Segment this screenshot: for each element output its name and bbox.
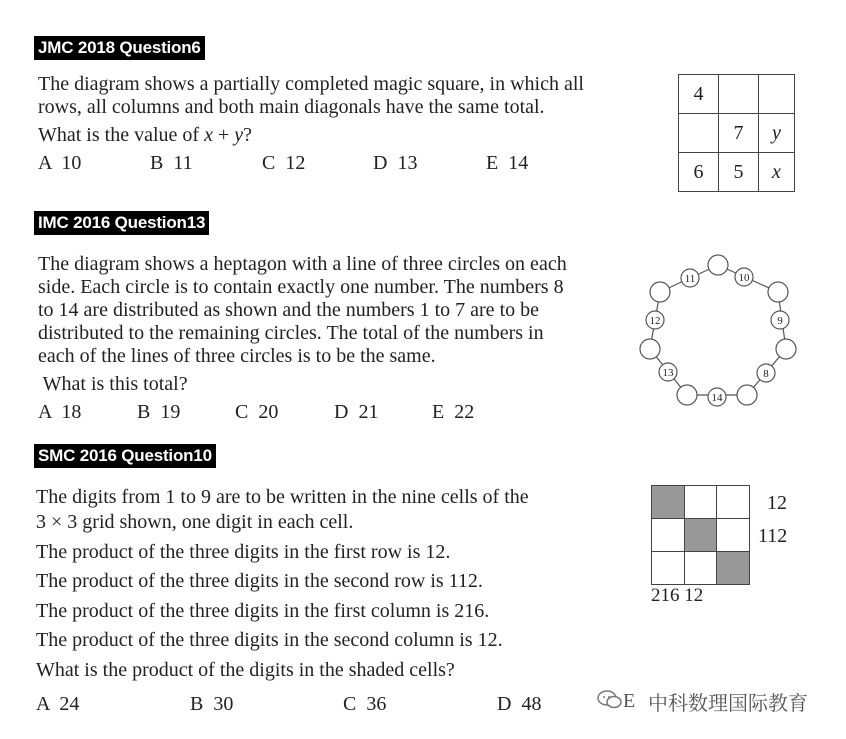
magic-cell: 6: [679, 153, 719, 192]
grid-cell-shaded: [684, 519, 717, 552]
wechat-icon: [596, 689, 624, 711]
q3-option-d: D 48: [497, 693, 542, 715]
circle-label: 10: [738, 272, 750, 284]
q1-option-b: B 11: [150, 152, 193, 174]
magic-cell: 7: [719, 114, 759, 153]
blank-circle: [776, 339, 796, 359]
grid-cell-shaded: [717, 552, 750, 585]
q3-option-a: A 24: [36, 693, 80, 715]
q2-option-b: B 19: [137, 401, 181, 423]
circle-label: 9: [777, 315, 783, 327]
circle-label: 11: [684, 273, 696, 285]
q1-option-d: D 13: [373, 152, 418, 174]
blank-circle: [640, 339, 660, 359]
magic-cell: 5: [719, 153, 759, 192]
grid-cell: [684, 552, 717, 585]
blank-circle: [677, 385, 697, 405]
grid-cell: [652, 519, 685, 552]
q3-text-line-6: The product of the three digits in the second column is 12.: [36, 629, 503, 651]
blank-circle: [737, 385, 757, 405]
row-product-1: 12: [767, 492, 787, 514]
magic-cell: 4: [679, 75, 719, 114]
watermark-partial-text: E: [623, 690, 636, 712]
magic-cell: [759, 75, 795, 114]
q2-text-line-4: distributed to the remaining circles. The total of the numbers in: [38, 322, 544, 344]
grid-cell-shaded: [652, 486, 685, 519]
q1-question-post: ?: [243, 124, 253, 146]
q2-option-e: E 22: [432, 401, 475, 423]
circle-label: 13: [662, 367, 674, 379]
section-tag-imc: IMC 2016 Question13: [34, 211, 209, 235]
blank-circle: [708, 255, 728, 275]
magic-cell: y: [759, 114, 795, 153]
q1-question: [38, 124, 252, 146]
circle-label: 8: [763, 368, 769, 380]
q1-option-e: E 14: [486, 152, 529, 174]
q1-question-pre: What is the value of: [38, 124, 205, 146]
grid-cell: [684, 486, 717, 519]
q1-text-line-2: rows, all columns and both main diagonals have the same total.: [38, 96, 545, 118]
watermark-text: 中科数理国际教育: [648, 691, 808, 715]
q1-text-line-1: The diagram shows a partially completed magic square, in which all: [38, 73, 584, 95]
magic-cell: x: [759, 153, 795, 192]
q3-text-line-1: The digits from 1 to 9 are to be written in the nine cells of the: [36, 486, 529, 508]
q1-var-x: x: [204, 124, 213, 146]
q1-var-y: y: [234, 124, 244, 146]
magic-cell: [679, 114, 719, 153]
row-product-2: 112: [758, 525, 788, 547]
q1-option-a: A 10: [38, 152, 82, 174]
q2-option-d: D 21: [334, 401, 379, 423]
grid-cell: [652, 552, 685, 585]
q3-question: What is the product of the digits in the shaded cells?: [36, 659, 455, 681]
q1-option-c: C 12: [262, 152, 306, 174]
q2-option-c: C 20: [235, 401, 279, 423]
q3-text-line-3: The product of the three digits in the first row is 12.: [36, 541, 451, 563]
q2-text-line-3: to 14 are distributed as shown and the numbers 1 to 7 are to be: [38, 299, 539, 321]
q3-option-b: B 30: [190, 693, 234, 715]
q2-question: What is this total?: [38, 373, 188, 395]
q3-text-line-5: The product of the three digits in the first column is 216.: [36, 600, 490, 622]
q2-text-line-5: each of the lines of three circles is to be the same.: [38, 345, 436, 367]
heptagon-diagram: [630, 250, 806, 410]
q2-text-line-1: The diagram shows a heptagon with a line of three circles on each: [38, 253, 567, 275]
circle-label: 12: [649, 315, 661, 327]
magic-square: [678, 74, 795, 192]
q1-question-plus: +: [212, 124, 235, 146]
grid-cell: [717, 486, 750, 519]
product-grid: [651, 485, 750, 585]
q2-option-a: A 18: [38, 401, 82, 423]
grid-cell: [717, 519, 750, 552]
q3-option-c: C 36: [343, 693, 387, 715]
q3-text-line-4: The product of the three digits in the second row is 112.: [36, 570, 483, 592]
q3-text-line-2: 3 × 3 grid shown, one digit in each cell.: [36, 511, 354, 533]
column-products: 216 12: [651, 585, 704, 606]
q2-text-line-2: side. Each circle is to contain exactly one number. The numbers 8: [38, 276, 564, 298]
circle-label: 14: [711, 392, 723, 404]
blank-circle: [650, 282, 670, 302]
section-tag-smc: SMC 2016 Question10: [34, 444, 216, 468]
magic-cell: [719, 75, 759, 114]
blank-circle: [768, 282, 788, 302]
section-tag-jmc: JMC 2018 Question6: [34, 36, 205, 60]
